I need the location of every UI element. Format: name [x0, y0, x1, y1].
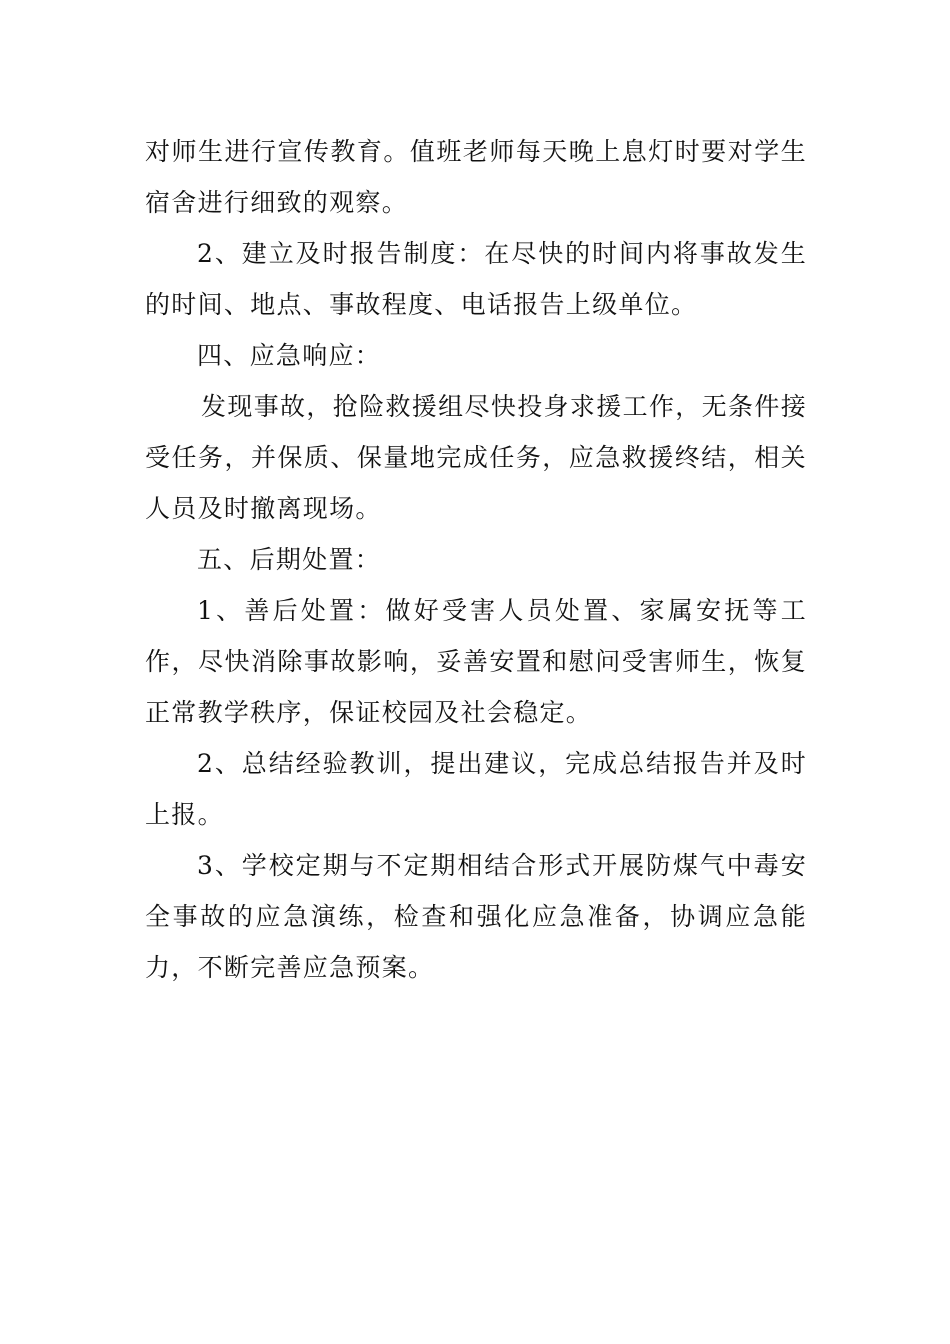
paragraph-aftermath-handling: 1、善后处置：做好受害人员处置、家属安抚等工作，尽快消除事故影响，妥善安置和慰问受害师生，恢复正常教学秩序，保证校园及社会稳定。 — [145, 596, 807, 727]
section-heading-aftermath: 五、后期处置： — [197, 545, 382, 574]
section-heading-emergency-response: 四、应急响应： — [197, 341, 382, 370]
document-body — [145, 126, 807, 993]
paragraph-drills: 3、学校定期与不定期相结合形式开展防煤气中毒安全事故的应急演练，检查和强化应急准备，协调应急能力，不断完善应急预案。 — [145, 851, 807, 982]
paragraph-continuation: 对师生进行宣传教育。值班老师每天晚上息灯时要对学生宿舍进行细致的观察。 — [145, 137, 807, 217]
paragraph-emergency-response: 发现事故，抢险救援组尽快投身求援工作，无条件接受任务，并保质、保量地完成任务，应急救援终结，相关人员及时撤离现场。 — [145, 392, 807, 523]
paragraph-summary-lessons: 2、总结经验教训，提出建议，完成总结报告并及时上报。 — [145, 749, 807, 829]
paragraph-report-system: 2、建立及时报告制度：在尽快的时间内将事故发生的时间、地点、事故程度、电话报告上级单位。 — [145, 239, 807, 319]
